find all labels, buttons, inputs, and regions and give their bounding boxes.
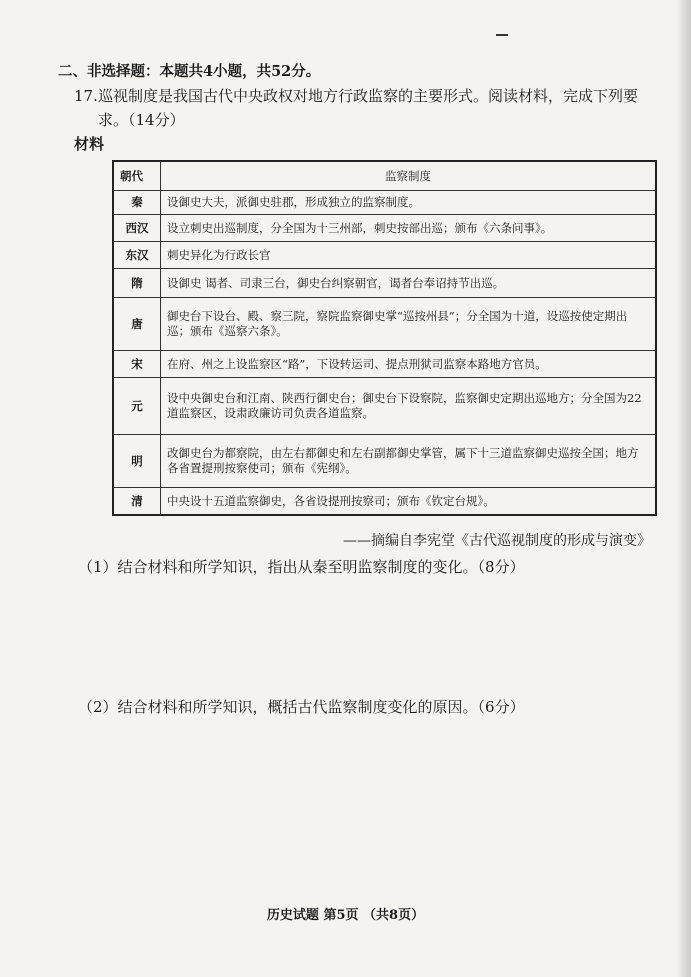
table-row bbox=[113, 242, 656, 269]
table-header-row bbox=[113, 161, 656, 191]
dynasty-cell: 元 bbox=[113, 378, 161, 435]
header-dynasty: 朝代 bbox=[113, 161, 161, 191]
dynasty-cell: 宋 bbox=[113, 351, 161, 378]
question-number: 17. bbox=[74, 87, 98, 105]
table-row bbox=[113, 215, 656, 242]
system-cell: 设中央御史台和江南、陕西行御史台；御史台下设察院，监察御史定期出巡地方；分全国为22道监察区，设肃政廉访司负责各道监察。 bbox=[161, 378, 657, 435]
source-citation: ——摘编自李宪堂《古代巡视制度的形成与演变》 bbox=[343, 533, 651, 549]
table-row bbox=[113, 298, 656, 351]
question-text-line-1: 巡视制度是我国古代中央政权对地方行政监察的主要形式。阅读材料，完成下列要 bbox=[98, 87, 639, 105]
table-row bbox=[113, 488, 656, 516]
dynasty-cell: 东汉 bbox=[113, 242, 161, 269]
table-row bbox=[113, 269, 656, 298]
table-row bbox=[113, 191, 656, 215]
dynasty-cell: 秦 bbox=[113, 191, 161, 215]
system-cell: 改御史台为都察院，由左右都御史和左右副都御史掌管，属下十三道监察御史巡按全国；地方各省置提刑按察使司；颁布《宪纲》。 bbox=[161, 435, 657, 488]
supervision-table bbox=[112, 160, 657, 516]
table-row bbox=[113, 378, 656, 435]
sub-question-2: （2）结合材料和所学知识，概括古代监察制度变化的原因。（6分） bbox=[78, 698, 525, 716]
system-cell: 设立刺史出巡制度，分全国为十三州部，刺史按部出巡；颁布《六条问事》。 bbox=[161, 215, 657, 242]
dynasty-cell: 明 bbox=[113, 435, 161, 488]
question-text-line-2: 求。（14分） bbox=[98, 111, 185, 129]
system-cell: 设御史大夫，派御史驻郡，形成独立的监察制度。 bbox=[161, 191, 657, 215]
section-title: 二、非选择题：本题共4小题，共52分。 bbox=[58, 63, 321, 80]
system-cell: 在府、州之上设监察区“路”，下设转运司、提点刑狱司监察本路地方官员。 bbox=[161, 351, 657, 378]
sub-question-1: （1）结合材料和所学知识，指出从秦至明监察制度的变化。（8分） bbox=[78, 558, 525, 576]
system-cell: 御史台下设台、殿、察三院，察院监察御史掌“巡按州县”；分全国为十道，设巡按使定期出巡；颁布《巡察六条》。 bbox=[161, 298, 657, 351]
header-system: 监察制度 bbox=[161, 161, 657, 191]
system-cell: 设御史 谒者、司隶三台，御史台纠察朝官，谒者台奉诏持节出巡。 bbox=[161, 269, 657, 298]
page-footer: 历史试题 第5页 （共8页） bbox=[266, 908, 425, 923]
scan-mark bbox=[496, 34, 508, 36]
system-cell: 中央设十五道监察御史，各省设提刑按察司；颁布《钦定台规》。 bbox=[161, 488, 657, 516]
dynasty-cell: 西汉 bbox=[113, 215, 161, 242]
table-row bbox=[113, 435, 656, 488]
material-label: 材料 bbox=[74, 135, 105, 153]
dynasty-cell: 清 bbox=[113, 488, 161, 516]
system-cell: 刺史异化为行政长官 bbox=[161, 242, 657, 269]
dynasty-cell: 隋 bbox=[113, 269, 161, 298]
table-row bbox=[113, 351, 656, 378]
scan-edge-shadow bbox=[677, 0, 691, 977]
dynasty-cell: 唐 bbox=[113, 298, 161, 351]
